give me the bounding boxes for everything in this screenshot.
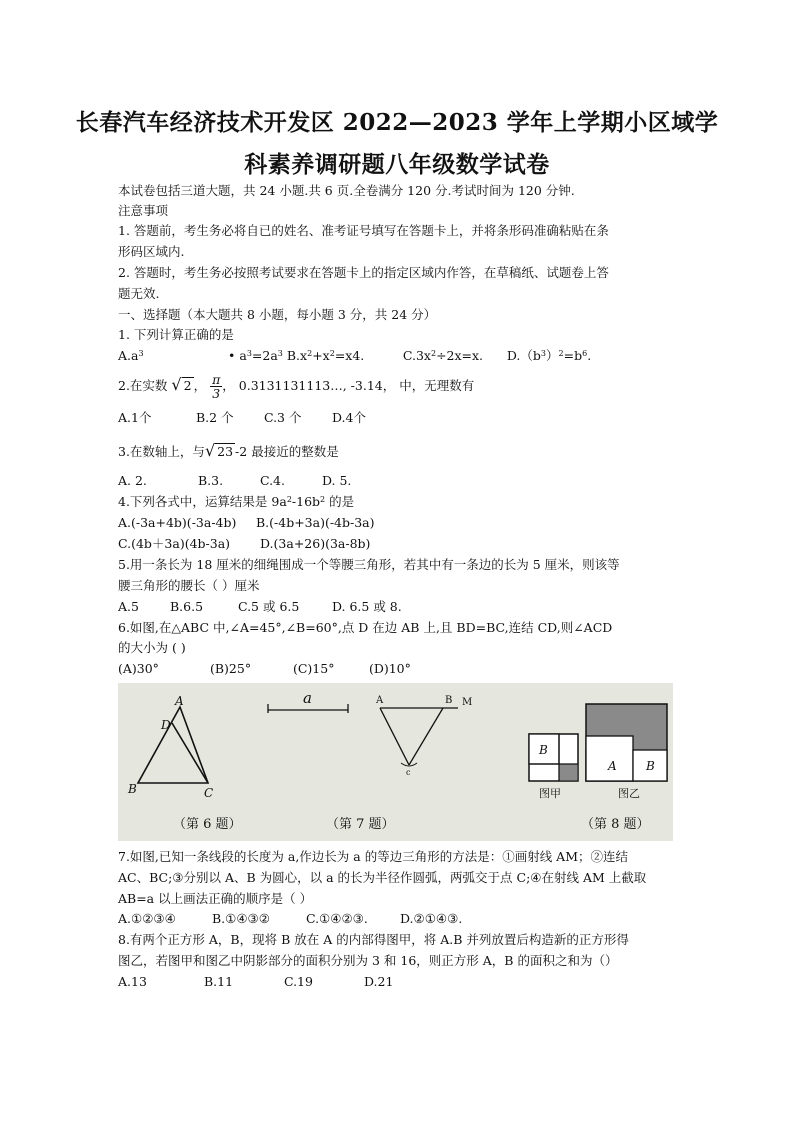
svg-text:图乙: 图乙 — [618, 787, 640, 800]
q3-option-c: C.4. — [259, 473, 285, 488]
q5-option-c: C.5 或 6.5 — [237, 599, 300, 614]
exam-title-line2: 科素养调研题八年级数学试卷 — [244, 151, 550, 178]
q7-option-a: A.①②③④ — [118, 911, 176, 926]
q6-option-c: (C)15° — [292, 661, 335, 676]
q4-options-row2 — [118, 536, 370, 552]
svg-text:B: B — [539, 743, 548, 757]
q8-option-d: D.21 — [363, 974, 394, 989]
q4-option-c: C.(4b＋3a)(4b-3a) — [118, 536, 231, 551]
q1-option-a: $A.a^3$ — [118, 348, 144, 363]
q3-sqrt-23: 23 — [217, 444, 234, 459]
q5-stem-b: 腰三角形的腰长（ ）厘米 — [118, 578, 260, 593]
q7-option-c: C.①④②③. — [305, 911, 368, 926]
q1-option-c: $C.3x^2\div 2x=x$. — [402, 348, 484, 363]
q2-stem: 2.在实数 √ 2 ， $\frac{\pi}{3}$ ， 0.3131131113…, -3.14， 中，无理数有 — [118, 372, 475, 401]
figure-8-squares — [529, 704, 667, 832]
figures-svg — [118, 683, 673, 841]
q1-option-b: $B.x^2+x^2=x4$. — [286, 348, 365, 363]
q5-options — [118, 599, 402, 615]
q5-stem-a: 5.用一条长为 18 厘米的细绳围成一个等腰三角形，若其中有一条边的长为 5 厘米，则该等 — [118, 557, 620, 572]
q3-option-d: D. 5. — [321, 473, 352, 488]
figure-7-caption: （第 7 题） — [326, 817, 395, 832]
q8-option-b: B.11 — [203, 974, 234, 989]
q7-option-b: B.①④③② — [211, 911, 270, 926]
q1-option-d: $D.(b^3)^2=b^6$. — [506, 348, 592, 363]
figure-6-caption: （第 6 题） — [173, 817, 242, 832]
q2-option-c: C.3 个 — [263, 410, 302, 425]
svg-text:A: A — [608, 759, 617, 773]
figure-6-triangle — [127, 694, 242, 832]
q5-option-d: D. 6.5 或 8. — [331, 599, 402, 614]
sqrt-symbol: √ — [171, 375, 182, 394]
q3-stem: 3.在数轴上，与√ 23 -2 最接近的整数是 — [118, 441, 339, 460]
svg-text:D: D — [161, 718, 171, 732]
svg-text:A: A — [175, 694, 184, 708]
q7-line1: 7.如图,已知一条线段的长度为 a,作边长为 a 的等边三角形的方法是：①画射线 AM；②连结 — [118, 849, 628, 864]
svg-text:a: a — [303, 689, 312, 707]
q8-line2: 图乙，若图甲和图乙中阴影部分的面积分别为 3 和 16，则正方形 A，B 的面积之和为（） — [118, 953, 618, 968]
q6-option-b: (B)25° — [209, 661, 252, 676]
figure-7-construction — [268, 689, 472, 832]
q4-option-b: B.(-4b+3a)(-4b-3a) — [255, 515, 375, 530]
svg-text:B: B — [445, 695, 453, 706]
q7-line2: AC、BC;③分别以 A、B 为圆心，以 a 的长为半径作圆弧，两弧交于点 C;④在射线 AM 上截取 — [118, 870, 647, 885]
svg-text:c: c — [406, 768, 411, 777]
q2-options — [118, 410, 366, 426]
svg-text:C: C — [204, 786, 214, 800]
notes-heading: 注意事项 — [118, 203, 169, 218]
exam-title-line1: 长春汽车经济技术开发区 2022—2023 学年上学期小区域学 — [75, 109, 719, 136]
q5-option-b: B.6.5 — [169, 599, 204, 614]
q4-stem: 4.下列各式中，运算结果是 $9a^2-16b^2$ 的是 — [118, 494, 355, 509]
q4-option-d: D.(3a+26)(3a-8b) — [259, 536, 371, 551]
svg-text:B: B — [646, 759, 655, 773]
q3-option-b: B.3. — [197, 473, 224, 488]
q8-options — [118, 974, 393, 990]
q6-option-a: (A)30° — [118, 661, 159, 676]
sqrt-symbol: √ — [204, 441, 216, 460]
q6-stem-b: 的大小为 ( ) — [118, 640, 186, 655]
svg-text:图甲: 图甲 — [539, 787, 561, 800]
q4-option-a: A.(-3a+4b)(-3a-4b) — [118, 515, 237, 530]
figure-8-caption: （第 8 题） — [581, 817, 650, 832]
q6-options — [118, 661, 411, 677]
q6-option-d: (D)10° — [368, 661, 411, 676]
note-1b: 形码区域内. — [118, 244, 185, 259]
note-1a: 1. 答题前，考生务必将自已的姓名、准考证号填写在答题卡上，并将条形码准确粘贴在条 — [118, 223, 609, 238]
q2-pi-over-3: $\frac{\pi}{3}$ — [212, 372, 221, 401]
svg-text:B: B — [128, 782, 137, 796]
q8-option-c: C.19 — [283, 974, 313, 989]
figures-panel — [118, 683, 673, 841]
note-2a: 2. 答题时，考生务必按照考试要求在答题卡上的指定区域内作答，在草稿纸、试题卷上答 — [118, 265, 609, 280]
q1-stem: 1. 下列计算正确的是 — [118, 327, 234, 342]
q4-options-row1 — [118, 515, 375, 531]
q5-option-a: A.5 — [118, 599, 139, 614]
q3-option-a: A. 2. — [118, 473, 147, 488]
q2-option-b: B.2 个 — [195, 410, 234, 425]
intro-text: 本试卷包括三道大题，共 24 小题.共 6 页.全卷满分 120 分.考试时间为 120 分钟. — [118, 183, 575, 198]
note-2b: 题无效. — [118, 286, 160, 301]
q2-option-a: A.1个 — [118, 410, 152, 425]
svg-text:M: M — [462, 697, 473, 708]
q8-line1: 8.有两个正方形 A，B，现将 B 放在 A 的内部得图甲，将 A.B 并列放置后构造新的正方形得 — [118, 932, 629, 947]
q3-options — [118, 473, 351, 489]
q2-option-d: D.4个 — [331, 410, 366, 425]
q8-option-a: A.13 — [118, 974, 147, 989]
section-1-heading: 一、选择题（本大题共 8 小题，每小题 3 分，共 24 分） — [118, 307, 437, 322]
q6-stem-a: 6.如图,在△ABC 中,∠A=45°,∠B=60°,点 D 在边 AB 上,且 BD=BC,连结 CD,则∠ACD — [118, 620, 613, 635]
q1-options: $A.a^3$ • $a^3=2a^3$ $B.x^2+x^2=x4$. $C.3x^2\div 2x=x$. $D.(b^3)^2=b^6$. — [118, 348, 592, 363]
q7-option-d: D.②①④③. — [399, 911, 463, 926]
q7-line3: AB=a 以上画法正确的顺序是（ ） — [118, 891, 313, 906]
q2-sqrt-2: 2 — [183, 378, 192, 393]
q7-options — [118, 911, 462, 927]
svg-text:A: A — [376, 695, 384, 706]
